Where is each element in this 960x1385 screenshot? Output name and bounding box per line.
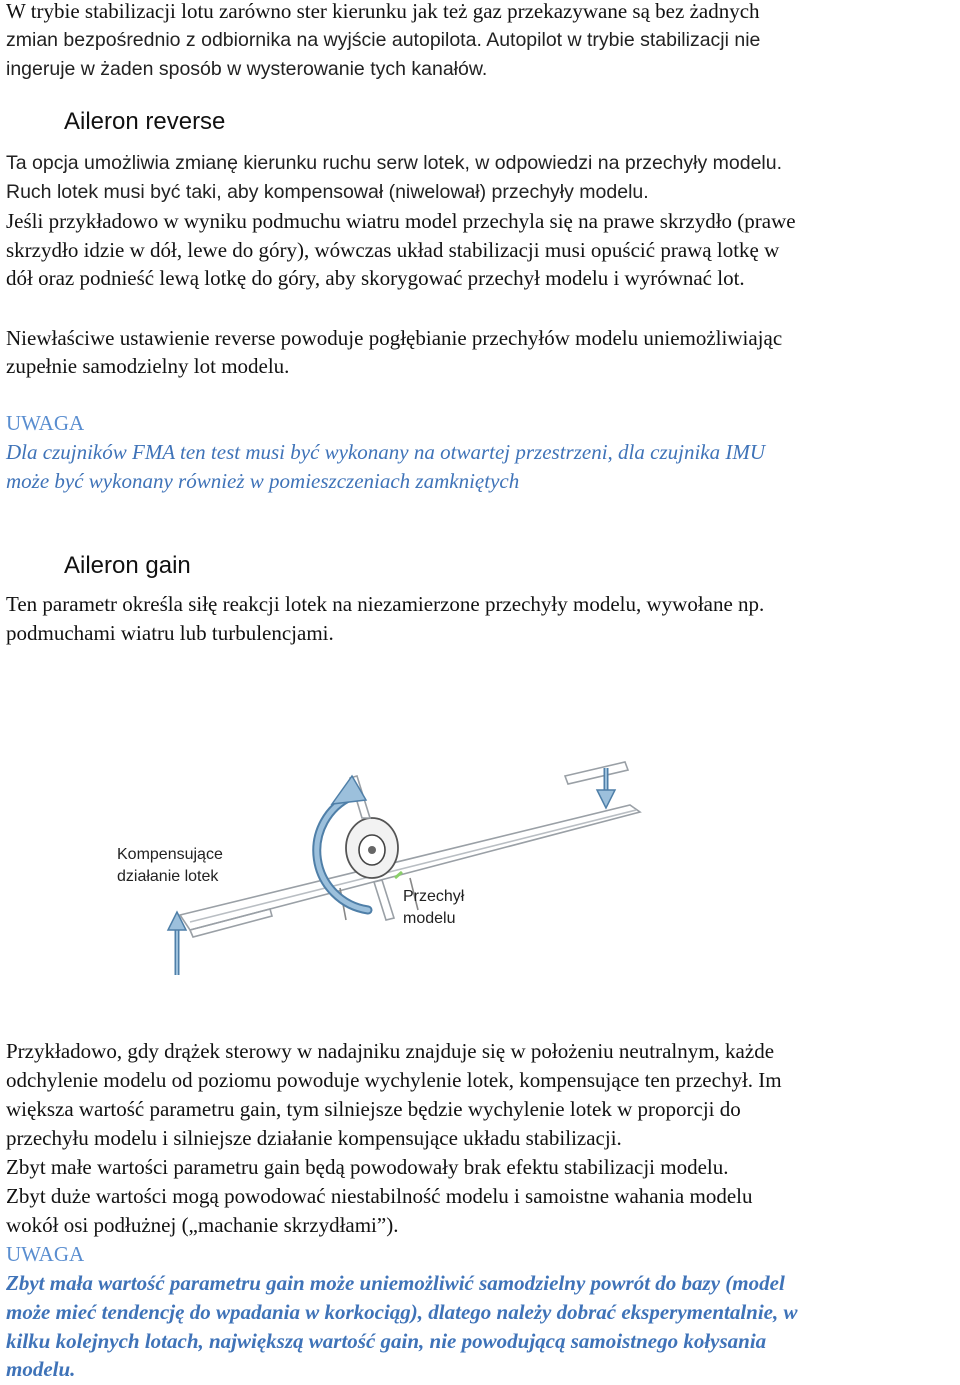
propeller-blade-bottom [374,880,394,920]
gain-detail-line2: odchylenie modelu od poziomu powoduje wychylenie lotek, kompensujące ten przechył. Im [6,1068,782,1092]
reverse-warning-line2: może być wykonany również w pomieszczeniach zamkniętych [6,469,520,493]
gain-warning-title: UWAGA [6,1242,85,1266]
intro-line-1: W trybie stabilizacji lotu zarówno ster kierunku jak też gaz przekazywane są bez żadnych [6,0,760,23]
gain-para1-line2: podmuchami wiatru lub turbulencjami. [6,621,334,645]
reverse-warning-title: UWAGA [6,411,85,435]
gain-detail-line6: Zbyt duże wartości mogą powodować niestabilność modelu i samoistne wahania modelu [6,1184,753,1208]
gain-detail-line5: Zbyt małe wartości parametru gain będą powodowały brak efektu stabilizacji modelu. [6,1155,729,1179]
section-heading-aileron-gain: Aileron gain [64,552,191,579]
gain-detail-line3: większa wartość parametru gain, tym silniejsze będzie wychylenie lotek w proporcji do [6,1097,741,1121]
gain-warning-line3: kilku kolejnych lotach, największą wartość gain, nie powodującą samoistnego kołysania [6,1329,767,1353]
reverse-para2-line1: Jeśli przykładowo w wyniku podmuchu wiatru model przechyla się na prawe skrzydło (prawe [6,209,796,233]
gain-para1-line1: Ten parametr określa siłę reakcji lotek na niezamierzone przechyły modelu, wywołane np. [6,592,765,616]
left-aileron-arrow [168,912,186,975]
reverse-para2-line3: dół oraz podnieść lewą lotkę do góry, aby skorygować przechył modelu i wyrównać lot. [6,266,745,290]
reverse-para3-line1: Niewłaściwe ustawienie reverse powoduje pogłębianie przechyłów modelu uniemożliwiając [6,326,783,350]
right-aileron [565,762,628,784]
figure-label-compensation: Kompensujące działanie lotek [117,846,223,885]
figure-label-roll: Przechył modelu [403,888,465,927]
gain-detail-line1: Przykładowo, gdy drążek sterowy w nadajniku znajduje się w położeniu neutralnym, każde [6,1039,775,1063]
reverse-para1-line1: Ta opcja umożliwia zmianę kierunku ruchu serw lotek, w odpowiedzi na przechyły modelu. [6,152,783,174]
gain-warning-line2: może mieć tendencję do wpadania w korkociąg), dlatego należy dobrać eksperymentalnie, w [6,1300,798,1324]
gain-detail-line7: wokół osi podłużnej („machanie skrzydłami”). [6,1213,399,1237]
reverse-para2-line2: skrzydło idzie w dół, lewe do góry), wówczas układ stabilizacji musi opuścić prawą lotkę w [6,238,780,262]
aircraft-roll-figure [0,760,960,1000]
reverse-warning-line1: Dla czujników FMA ten test musi być wykonany na otwartej przestrzeni, dla czujnika IMU [6,440,766,464]
gain-warning-line1: Zbyt mała wartość parametru gain może uniemożliwić samodzielny powrót do bazy (model [6,1271,785,1295]
gain-detail-line4: przechyłu modelu i silniejsze działanie kompensujące układu stabilizacji. [6,1126,622,1150]
reverse-para1-line2: Ruch lotek musi być taki, aby kompensował (niwelował) przechyły modelu. [6,181,649,203]
intro-line-2: zmian bezpośrednio z odbiornika na wyjście autopilota. Autopilot w trybie stabilizacji nie [6,29,761,51]
reverse-para3-line2: zupełnie samodzielny lot modelu. [6,354,290,378]
intro-line-3: ingeruje w żaden sposób w wysterowanie tych kanałów. [6,58,488,80]
gain-warning-line4: modelu. [6,1357,76,1381]
section-heading-aileron-reverse: Aileron reverse [64,108,226,135]
